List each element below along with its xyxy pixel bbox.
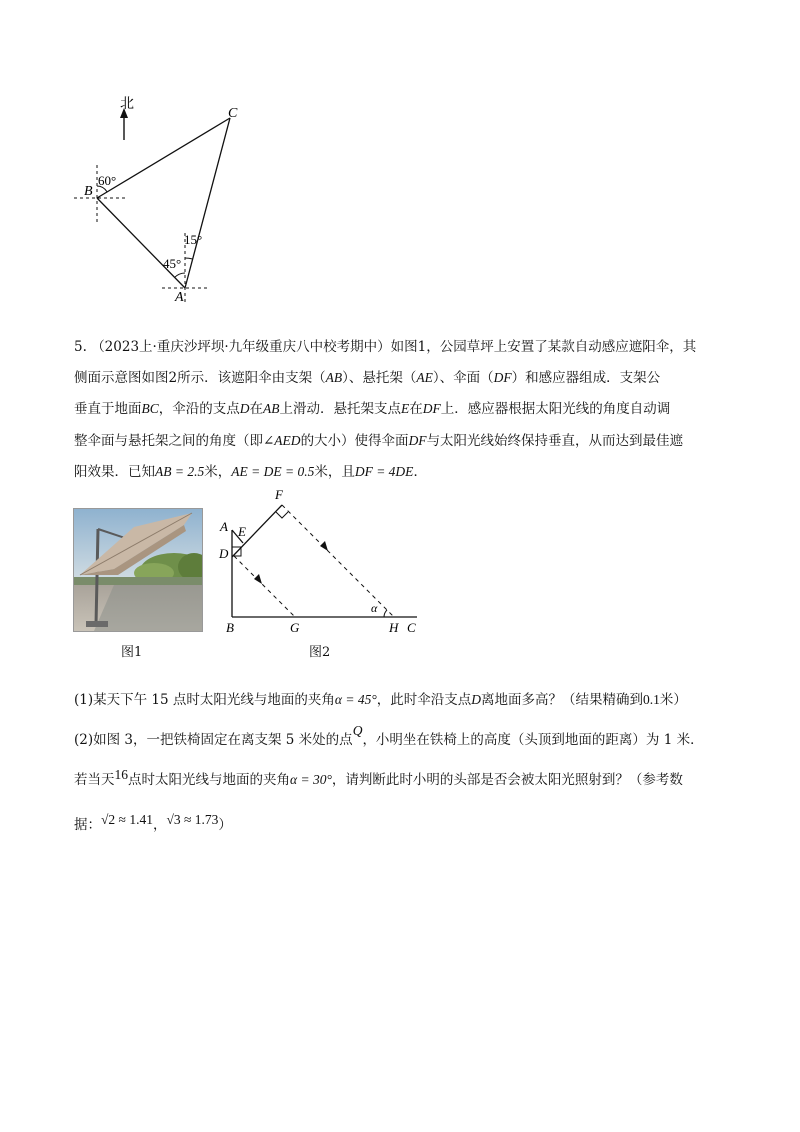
label-b: B — [84, 184, 93, 199]
figure-1-photo — [73, 508, 203, 632]
side-bc — [97, 118, 230, 198]
angle-label-b: 60° — [98, 173, 117, 188]
side-ac — [185, 118, 230, 288]
figure-1-caption: 图1 — [121, 645, 143, 660]
question-1: (1)某天下午 15 点时太阳光线与地面的夹角α = 45°，此时伞沿支点D离地面多高？（结果精确到0.1米） — [74, 692, 687, 708]
angle-label-a-left: 45° — [163, 256, 182, 271]
angle-arc-a-left — [175, 273, 186, 278]
fig2-label-g: G — [290, 620, 300, 635]
umbrella-photo-illustration — [74, 509, 202, 631]
question-2-line-2: 若当天16点时太阳光线与地面的夹角α = 30°，请判断此时小明的头部是否会被太阳光照射到？（参考数 — [74, 767, 683, 788]
fig2-label-h: H — [389, 620, 399, 635]
fig2-label-e: E — [238, 524, 246, 539]
figure-2-caption: 图2 — [309, 645, 331, 660]
label-a: A — [175, 290, 184, 305]
right-angle-f — [276, 512, 288, 518]
problem-line-1: 5. （2023上·重庆沙坪坝·九年级重庆八中校考期中）如图1，公园草坪上安置了某款自动感应遮阳伞，其 — [74, 339, 697, 355]
problem-line-4: 整伞面与悬托架之间的角度（即∠AED的大小）使得伞面DF与太阳光线始终保持垂直，从而达到最佳遮 — [74, 433, 684, 449]
angle-label-a-right: 15° — [184, 232, 203, 247]
fig2-label-d: D — [219, 546, 229, 561]
label-c: C — [228, 106, 238, 121]
problem-line-5: 阳效果．已知AB = 2.5米，AE = DE = 0.5米，且DF = 4DE． — [74, 464, 427, 480]
ray-arrow-icon — [320, 541, 328, 551]
fig2-label-alpha: α — [371, 601, 378, 615]
side-ab — [97, 198, 185, 288]
ray-arrow-icon — [254, 574, 262, 584]
fig2-label-b: B — [226, 620, 234, 635]
problem-number: 5. — [74, 339, 87, 355]
problem-source: （2023上·重庆沙坪坝·九年级重庆八中校考期中） — [91, 339, 391, 355]
figure-2 — [215, 485, 425, 635]
fig2-label-a: A — [220, 519, 228, 534]
fig2-label-c: C — [407, 620, 416, 635]
top-figure — [60, 90, 260, 315]
north-label: 北 — [120, 96, 134, 112]
problem-line-3: 垂直于地面BC，伞沿的支点D在AB上滑动．悬托架支点E在DF上．感应器根据太阳光线的角度自动调 — [74, 401, 671, 417]
fig2-label-f: F — [275, 487, 283, 502]
question-2-line-1: (2)如图 3，一把铁椅固定在离支架 5 米处的点Q，小明坐在铁椅上的高度（头顶到地面的距离）为 1 米． — [74, 723, 704, 748]
angle-arc-alpha — [384, 610, 387, 617]
sun-ray-dg — [234, 556, 295, 617]
angle-arc-a-right — [185, 258, 193, 259]
question-2-line-3: 据：√2 ≈ 1.41，√3 ≈ 1.73） — [74, 812, 232, 833]
problem-line-2: 侧面示意图如图2所示．该遮阳伞由支架（AB）、悬托架（AE）、伞面（DF）和感应器组成．支架公 — [74, 370, 661, 386]
